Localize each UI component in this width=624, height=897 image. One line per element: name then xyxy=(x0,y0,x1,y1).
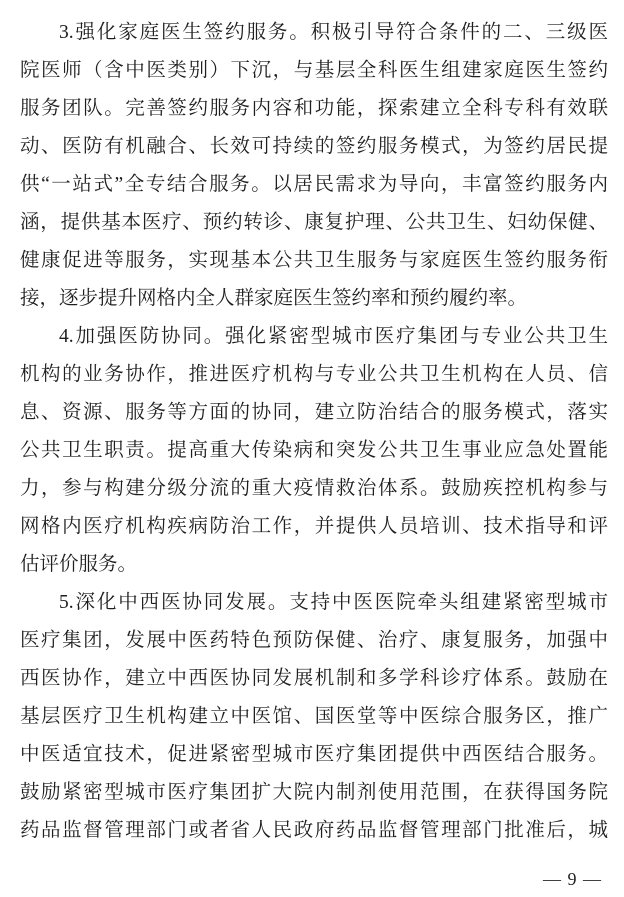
document-body xyxy=(20,14,608,850)
paragraph-5-tcm-western-medicine-development xyxy=(20,584,608,850)
text-line: 3.强化家庭医生签约服务。积极引导符合条件的二、三级医 xyxy=(59,22,608,43)
text-line: 接，逐步提升网格内全人群家庭医生签约率和预约履约率。 xyxy=(20,288,528,309)
text-line: 力，参与构建分级分流的重大疫情救治体系。鼓励疾控机构参与 xyxy=(20,478,608,499)
text-line: 供“一站式”全专结合服务。以居民需求为导向，丰富签约服务内 xyxy=(20,174,608,195)
text-line: 4.加强医防协同。强化紧密型城市医疗集团与专业公共卫生 xyxy=(59,326,608,347)
text-line: 药品监督管理部门或者省人民政府药品监督管理部门批准后，城 xyxy=(20,820,608,841)
page-number: — 9 — xyxy=(543,869,602,889)
text-line: 院医师（含中医类别）下沉，与基层全科医生组建家庭医生签约 xyxy=(20,60,608,81)
text-line: 医疗集团，发展中医药特色预防保健、治疗、康复服务，加强中 xyxy=(20,630,608,651)
text-line: 公共卫生职责。提高重大传染病和突发公共卫生事业应急处置能 xyxy=(20,440,608,461)
text-line: 健康促进等服务，实现基本公共卫生服务与家庭医生签约服务衔 xyxy=(20,250,608,271)
page-footer xyxy=(543,868,602,890)
text-line: 机构的业务协作，推进医疗机构与专业公共卫生机构在人员、信 xyxy=(20,364,608,385)
text-line: 网格内医疗机构疾病防治工作，并提供人员培训、技术指导和评 xyxy=(20,516,608,537)
text-line: 西医协作，建立中西医协同发展机制和多学科诊疗体系。鼓励在 xyxy=(20,668,608,689)
text-line: 估评价服务。 xyxy=(20,554,138,575)
text-line: 鼓励紧密型城市医疗集团扩大院内制剂使用范围，在获得国务院 xyxy=(20,782,608,803)
text-line: 服务团队。完善签约服务内容和功能，探索建立全科专科有效联 xyxy=(20,98,608,119)
text-line: 涵，提供基本医疗、预约转诊、康复护理、公共卫生、妇幼保健、 xyxy=(20,212,608,233)
text-line: 基层医疗卫生机构建立中医馆、国医堂等中医综合服务区，推广 xyxy=(20,706,608,727)
paragraph-4-medical-prevention-coordination xyxy=(20,318,608,584)
text-line: 5.深化中西医协同发展。支持中医医院牵头组建紧密型城市 xyxy=(59,592,608,613)
text-line: 中医适宜技术，促进紧密型城市医疗集团提供中西医结合服务。 xyxy=(20,744,608,765)
text-line: 息、资源、服务等方面的协同，建立防治结合的服务模式，落实 xyxy=(20,402,608,423)
paragraph-3-family-doctor-services xyxy=(20,14,608,318)
text-line: 动、医防有机融合、长效可持续的签约服务模式，为签约居民提 xyxy=(20,136,608,157)
